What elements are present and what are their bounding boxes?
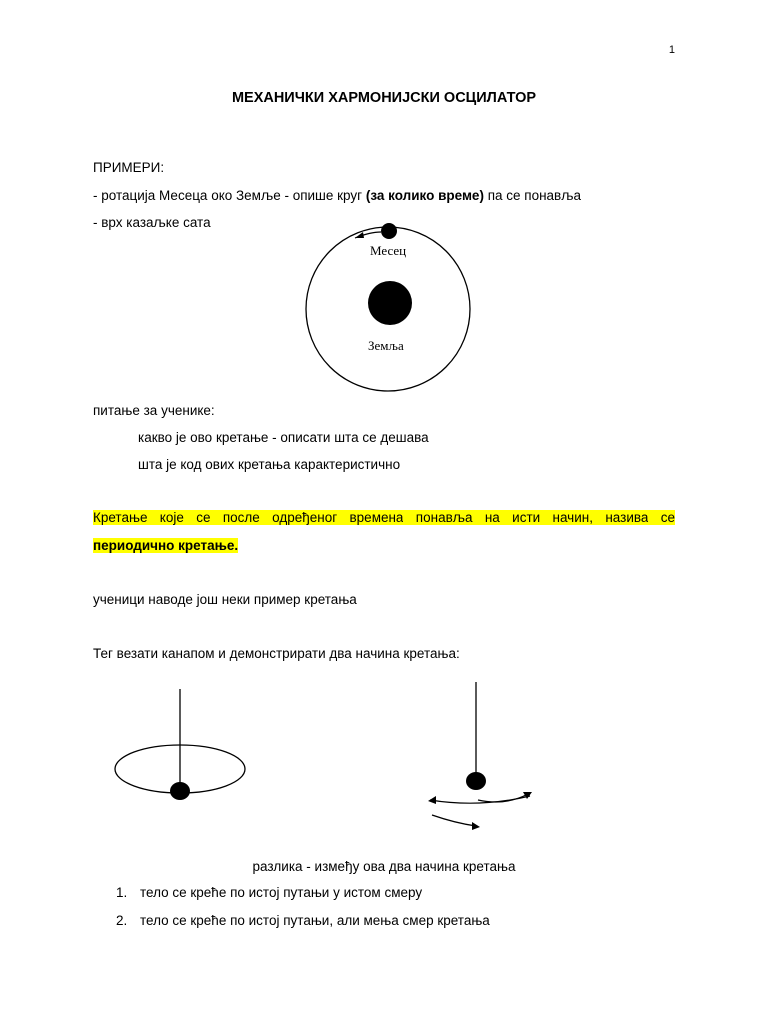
page-title: МЕХАНИЧКИ ХАРМОНИЈСКИ ОСЦИЛАТОР xyxy=(231,90,537,106)
definition-word: назива xyxy=(605,510,649,525)
orbit-figure xyxy=(300,220,480,400)
definition-line-1 xyxy=(93,510,675,525)
definition-word: времена xyxy=(349,510,404,525)
list-item-text: тело се креће по истој путањи, али мења смер кретања xyxy=(140,913,490,928)
definition-word: на xyxy=(484,510,500,525)
definition-word: одређеног xyxy=(272,510,338,525)
examples-heading: ПРИМЕРИ: xyxy=(93,160,165,175)
arrowhead-left-icon xyxy=(428,796,436,804)
earth-label: Земља xyxy=(368,338,404,353)
bob-dot xyxy=(466,772,486,790)
moon-dot xyxy=(381,223,397,239)
list-item-text: тело се креће по истој путањи у истом смеру xyxy=(140,885,423,900)
definition-word: се xyxy=(660,510,675,525)
definition-word: исти xyxy=(512,510,541,525)
difference-line: разлика - између ова два начина кретања xyxy=(252,859,516,874)
definition-word: после xyxy=(222,510,260,525)
list-item xyxy=(116,885,127,900)
list-item xyxy=(116,913,127,928)
definition-end: . xyxy=(234,538,239,553)
definition-word: које xyxy=(159,510,184,525)
example-moon-bold: (за колико време) xyxy=(365,188,484,203)
oscillation-figure xyxy=(420,678,545,833)
definition-word: Кретање xyxy=(93,510,148,525)
definition-word: се xyxy=(196,510,211,525)
arrowhead-lower-icon xyxy=(472,822,480,830)
example-clock-line: - врх казаљке сата xyxy=(93,215,211,230)
definition-word: начин, xyxy=(552,510,593,525)
students-line: ученици наводе још неки пример кретања xyxy=(93,592,357,607)
example-moon-line xyxy=(93,188,581,203)
example-moon-text: - ротација Месеца око Земље - опише круг xyxy=(93,188,366,203)
page-number: 1 xyxy=(668,44,675,56)
question-heading: питање за ученике: xyxy=(93,403,215,418)
example-moon-text-end: па се понавља xyxy=(483,188,581,203)
question-1: какво је ово кретање - описати шта се дешава xyxy=(138,430,429,445)
bob-dot xyxy=(170,782,190,800)
demo-line: Тег везати канапом и демонстрирати два начина кретања: xyxy=(93,646,460,661)
definition-word: понавља xyxy=(415,510,473,525)
definition-line-2 xyxy=(93,538,238,553)
earth-dot xyxy=(368,281,412,325)
moon-label: Месец xyxy=(370,243,407,258)
definition-term: периодично кретање xyxy=(93,538,235,553)
list-number: 2. xyxy=(116,913,128,928)
question-2: шта је код ових кретања карактеристично xyxy=(138,457,401,472)
swing-arc-lower xyxy=(432,815,476,826)
list-number: 1. xyxy=(116,885,128,900)
circular-motion-figure xyxy=(110,685,250,810)
